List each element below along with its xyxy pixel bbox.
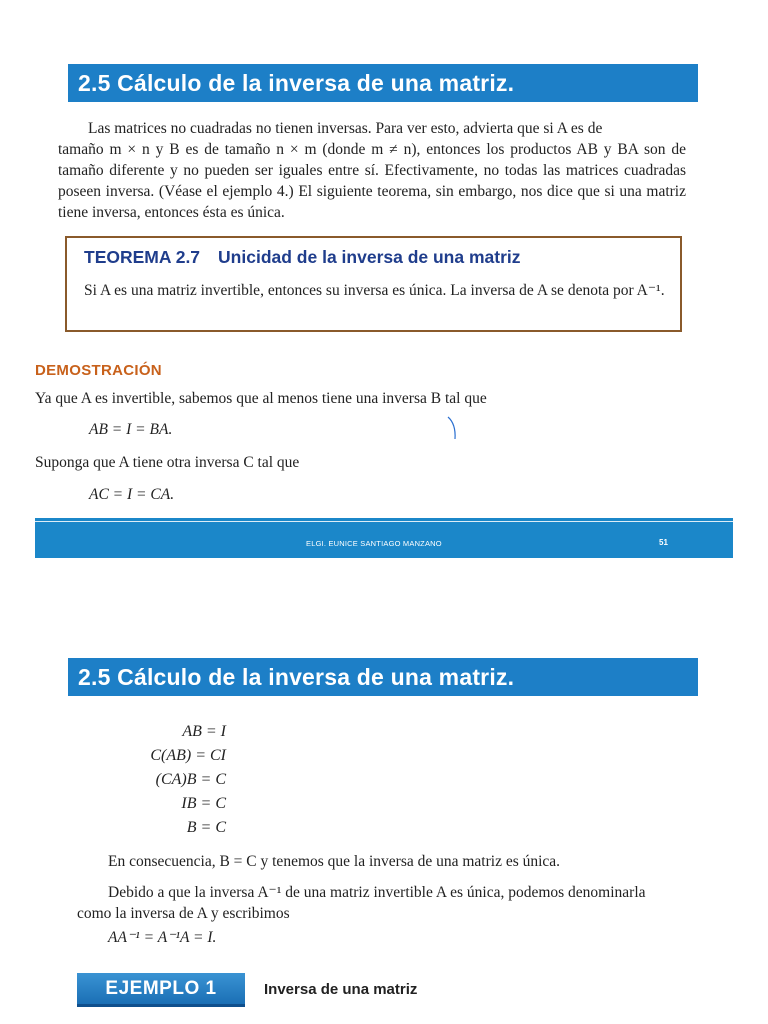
- identity-equation: AA⁻¹ = A⁻¹A = I.: [108, 929, 217, 946]
- proof-equation-1: AB = I = BA.: [89, 421, 173, 438]
- example-title: Inversa de una matriz: [264, 981, 418, 998]
- proof-line-2: Suponga que A tiene otra inversa C tal que: [35, 454, 300, 471]
- footer-page-number: 51: [659, 538, 668, 547]
- equation-row: AB = I: [182, 723, 226, 740]
- pen-mark: [447, 415, 459, 441]
- example-badge: EJEMPLO 1: [77, 973, 245, 1007]
- footer-divider: [35, 521, 733, 522]
- uniqueness-line-2: como la inversa de A y escribimos: [77, 905, 290, 922]
- equation-row: B = C: [186, 819, 226, 836]
- theorem-text: Si A es una matriz invertible, entonces su inversa es única. La inversa de A se denota por A⁻¹.: [84, 282, 665, 299]
- proof-equation-2: AC = I = CA.: [89, 486, 175, 503]
- theorem-number: TEOREMA 2.7: [84, 247, 201, 267]
- theorem-box: [65, 236, 682, 332]
- section-header-page-2: 2.5 Cálculo de la inversa de una matriz.: [68, 658, 698, 696]
- section-header: 2.5 Cálculo de la inversa de una matriz.: [68, 64, 698, 102]
- uniqueness-line-1: Debido a que la inversa A⁻¹ de una matriz invertible A es única, podemos denominarla: [108, 884, 646, 901]
- equation-row: (CA)B = C: [155, 771, 226, 788]
- footer-author: ELGI. EUNICE SANTIAGO MANZANO: [306, 539, 442, 548]
- theorem-heading: [84, 247, 521, 268]
- intro-first-line: Las matrices no cuadradas no tienen inversas. Para ver esto, advierta que si A es de: [88, 120, 603, 137]
- equation-row: C(AB) = CI: [150, 747, 226, 764]
- page-footer: [35, 518, 733, 558]
- proof-line-1: Ya que A es invertible, sabemos que al menos tiene una inversa B tal que: [35, 390, 487, 407]
- equation-row: IB = C: [181, 795, 226, 812]
- intro-paragraph: [58, 118, 686, 223]
- intro-rest: tamaño m × n y B es de tamaño n × m (donde m ≠ n), entonces los productos AB y BA son de tamaño diferente y no pueden ser iguales entre sí. Efectivamente, no todas las matrices cuadradas poseen inversa. (Véase el ejemplo 4.) El siguiente teorema, sin embargo, nos dice que si una matriz tiene inversa, entonces ésta es única.: [58, 141, 686, 221]
- consequence-text: En consecuencia, B = C y tenemos que la inversa de una matriz es única.: [108, 853, 561, 870]
- theorem-title: Unicidad de la inversa de una matriz: [218, 247, 521, 267]
- demonstration-label: DEMOSTRACIÓN: [35, 362, 162, 379]
